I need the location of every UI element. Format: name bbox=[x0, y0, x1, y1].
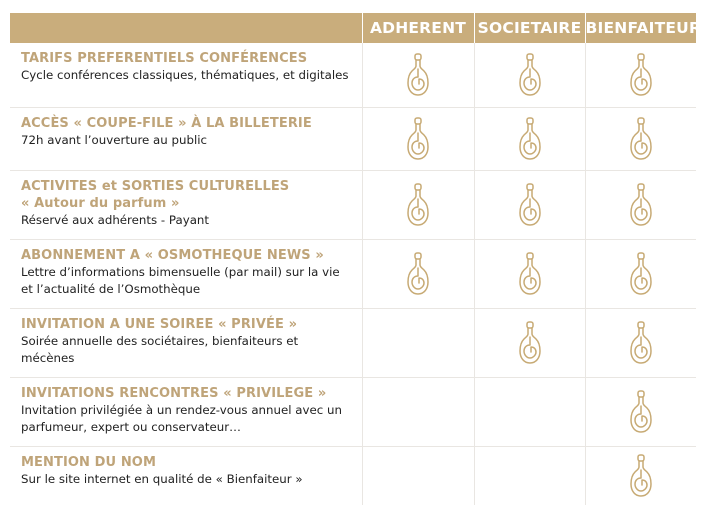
perfume-bottle-icon bbox=[629, 401, 653, 420]
table-row bbox=[10, 170, 696, 239]
bienfaiteur-cell bbox=[585, 170, 696, 239]
perfume-bottle-icon bbox=[518, 128, 542, 147]
perfume-bottle-icon bbox=[406, 128, 430, 147]
adherent-cell bbox=[362, 170, 474, 239]
bienfaiteur-cell bbox=[585, 43, 696, 107]
adherent-cell bbox=[362, 239, 474, 308]
perfume-bottle-icon bbox=[629, 194, 653, 213]
benefit-description: Lettre d’informations bimensuelle (par mail) sur la vie et l’actualité de l’Osmothèque bbox=[21, 264, 340, 296]
societaire-cell bbox=[474, 377, 585, 446]
perfume-bottle-icon bbox=[518, 194, 542, 213]
table-row bbox=[10, 43, 696, 107]
benefit-title: TARIFS PREFERENTIELS CONFÉRENCES bbox=[21, 51, 308, 66]
benefit-description: Cycle conférences classiques, thématiques, et digitales bbox=[21, 68, 349, 82]
societaire-cell bbox=[474, 446, 585, 505]
bienfaiteur-cell bbox=[585, 107, 696, 170]
benefit-subtitle: « Autour du parfum » bbox=[21, 195, 180, 211]
table-row bbox=[10, 107, 696, 170]
benefit-cell bbox=[10, 446, 362, 505]
table-header-row bbox=[10, 13, 696, 43]
membership-benefits-table bbox=[10, 13, 702, 505]
header-bienfaiteur: BIENFAITEUR bbox=[585, 13, 696, 43]
perfume-bottle-icon bbox=[629, 128, 653, 147]
benefit-cell bbox=[10, 170, 362, 239]
table-row bbox=[10, 446, 696, 505]
societaire-cell bbox=[474, 170, 585, 239]
benefit-cell bbox=[10, 43, 362, 107]
adherent-cell bbox=[362, 107, 474, 170]
benefit-title: ACTIVITES et SORTIES CULTURELLES bbox=[21, 178, 290, 194]
header-adherent: ADHERENT bbox=[362, 13, 474, 43]
header-societaire: SOCIETAIRE bbox=[474, 13, 585, 43]
societaire-cell bbox=[474, 239, 585, 308]
adherent-cell bbox=[362, 377, 474, 446]
benefit-description: Invitation privilégiée à un rendez-vous annuel avec un parfumeur, expert ou conservateur… bbox=[21, 402, 342, 434]
perfume-bottle-icon bbox=[518, 332, 542, 351]
perfume-bottle-icon bbox=[406, 194, 430, 213]
bienfaiteur-cell bbox=[585, 377, 696, 446]
benefit-cell bbox=[10, 107, 362, 170]
benefit-description: Soirée annuelle des sociétaires, bienfaiteurs et mécènes bbox=[21, 333, 299, 365]
table-row bbox=[10, 239, 696, 308]
benefit-cell bbox=[10, 377, 362, 446]
table-row bbox=[10, 377, 696, 446]
perfume-bottle-icon bbox=[629, 332, 653, 351]
benefit-cell bbox=[10, 239, 362, 308]
perfume-bottle-icon bbox=[629, 64, 653, 83]
adherent-cell bbox=[362, 446, 474, 505]
benefit-title: ABONNEMENT A « OSMOTHEQUE NEWS » bbox=[21, 247, 324, 263]
benefit-description: 72h avant l’ouverture au public bbox=[21, 132, 207, 147]
perfume-bottle-icon bbox=[518, 64, 542, 83]
societaire-cell bbox=[474, 308, 585, 377]
perfume-bottle-icon bbox=[406, 263, 430, 282]
benefit-description: Sur le site internet en qualité de « Bienfaiteur » bbox=[21, 471, 303, 486]
bienfaiteur-cell bbox=[585, 239, 696, 308]
perfume-bottle-icon bbox=[518, 263, 542, 282]
societaire-cell bbox=[474, 43, 585, 107]
table-row bbox=[10, 308, 696, 377]
header-benefit bbox=[10, 13, 362, 43]
adherent-cell bbox=[362, 43, 474, 107]
benefit-description: Réservé aux adhérents - Payant bbox=[21, 212, 210, 227]
benefit-title: ACCÈS « COUPE-FILE » À LA BILLETERIE bbox=[21, 115, 312, 131]
perfume-bottle-icon bbox=[629, 263, 653, 282]
bienfaiteur-cell bbox=[585, 446, 696, 505]
perfume-bottle-icon bbox=[629, 465, 653, 484]
adherent-cell bbox=[362, 308, 474, 377]
perfume-bottle-icon bbox=[406, 64, 430, 83]
benefit-title: INVITATIONS RENCONTRES « PRIVILEGE » bbox=[21, 385, 327, 401]
bienfaiteur-cell bbox=[585, 308, 696, 377]
benefit-cell bbox=[10, 308, 362, 377]
benefit-title: INVITATION A UNE SOIREE « PRIVÉE » bbox=[21, 316, 298, 332]
societaire-cell bbox=[474, 107, 585, 170]
benefit-title: MENTION DU NOM bbox=[21, 454, 156, 470]
